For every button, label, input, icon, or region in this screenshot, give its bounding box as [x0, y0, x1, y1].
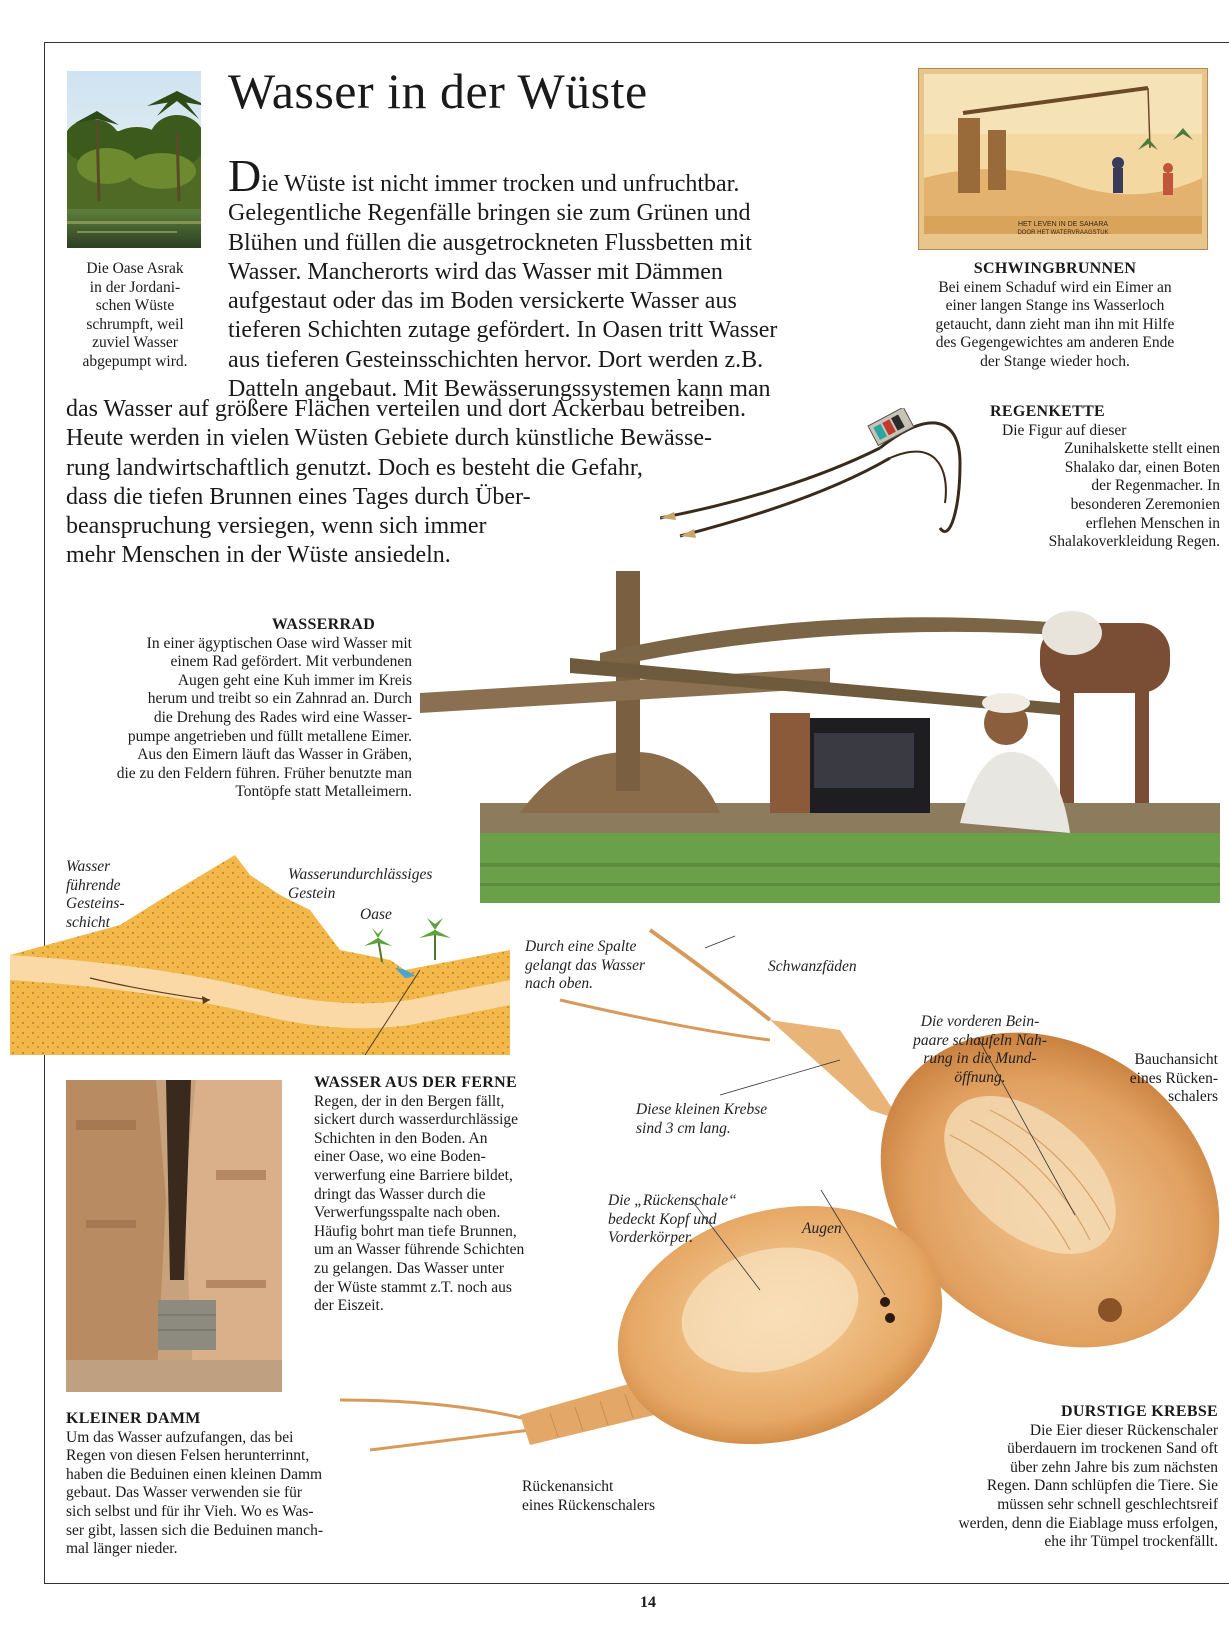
- wasserrad-heading: WASSERRAD: [271, 616, 376, 633]
- label-oasis: Oase: [360, 906, 392, 923]
- oasis-caption: Die Oase Asrak in der Jordani- schen Wüste schrumpft, weil zuviel Wasser abgepumpt wird.: [82, 260, 188, 370]
- canyon-dam-photo: [66, 1080, 282, 1392]
- label-impermeable-rock: Wasserundurchlässiges Gestein: [288, 866, 433, 902]
- label-water-layer: Wasser führende Gesteins- schicht: [66, 858, 125, 931]
- wasser-aus-der-ferne-text: WASSER AUS DER FERNE Regen, der in den Bergen fällt, sickert durch wasserdurchlässige Schichten in den Boden. An einer Oase, wo eine Boden- verwerfung eine Barriere bildet, dringt das Wasser durch die Verwerfungsspalte nach oben. Häufig bohrt man tiefe Brunnen, um an Wasser führende Schichten zu gelangen. Das Wasser unter der Wüste stammt z.T. noch aus der Eiszeit.: [314, 1074, 594, 1316]
- wasser-aus-der-ferne-heading: WASSER AUS DER FERNE: [314, 1074, 517, 1091]
- page-number: 14: [640, 1594, 656, 1611]
- card-title: HET LEVEN IN DE SAHARA: [1017, 221, 1109, 228]
- page-title: Wasser in der Wüste: [228, 63, 648, 119]
- waterwheel-photo: [420, 563, 1220, 903]
- label-bauchansicht: Bauchansicht eines Rücken- schalers: [1129, 1051, 1218, 1106]
- wasserrad-text: WASSERRAD In einer ägyptischen Oase wird Wasser mit einem Rad gefördert. Mit verbundenen Augen geht eine Kuh immer im Kreis herum und treibt so ein Zahnrad an. Durch die Drehung des Rades wird eine Wasser- pumpe angetrieben und füllt metallene Eimer. Aus den Eimern läuft das Wasser in Gräben, die zu den Feldern führen. Früher benutzte man Tontöpfe statt Metalleimern.: [60, 616, 412, 802]
- label-schwanzfaeden: Schwanzfäden: [768, 958, 857, 975]
- schwingbrunnen-heading: SCHWINGBRUNNEN: [973, 260, 1137, 277]
- label-kleine-krebse: Diese kleinen Krebse sind 3 cm lang.: [636, 1101, 768, 1137]
- durstige-krebse-text: DURSTIGE KREBSE Die Eier dieser Rückenschaler überdauern im trockenen Sand oft über zehn Jahre bis zum nächsten Regen. Dann schlüpfen die Tiere. Sie müssen sehr schnell geschlechtsreif werden, denn die Eiablage muss erfolgen, ehe ihr Tümpel trockenfällt.: [895, 1403, 1218, 1552]
- regenkette-heading: REGENKETTE: [990, 403, 1106, 420]
- zuni-necklace-illustration: [660, 408, 990, 548]
- kleiner-damm-heading: KLEINER DAMM: [66, 1410, 201, 1427]
- kleiner-damm-text: KLEINER DAMM Um das Wasser aufzufangen, das bei Regen von diesen Felsen herunterrinnt, haben die Beduinen einen kleinen Damm gebaut. Das Wasser verwenden sie für sich selbst und für ihr Vieh. Wo es Was- ser gibt, lassen sich die Beduinen manch- mal länger nieder.: [66, 1410, 386, 1559]
- drop-cap: D: [228, 150, 262, 201]
- label-vordere-beinpaare: Die vorderen Bein- paare schaufeln Nah- rung in die Mund- öffnung.: [913, 1013, 1047, 1086]
- card-subtitle: DOOR HET WATERVRAAGSTUK: [1017, 230, 1109, 236]
- schaduf-card-illustration: [918, 68, 1208, 250]
- label-rueckenschale: Die „Rückenschale“ bedeckt Kopf und Vorderkörper.: [608, 1192, 737, 1247]
- regenkette-text: REGENKETTE Die Figur auf dieser Zunihalskette stellt einen Shalako dar, einen Boten der Regenmacher. In besonderen Zeremonien erflehen Menschen in Shalakoverkleidung Regen.: [990, 403, 1220, 551]
- schwingbrunnen-text: SCHWINGBRUNNEN Bei einem Schaduf wird ein Eimer an einer langen Stange ins Wasserloch getaucht, dann zieht man ihn mit Hilfe des Gegengewichtes am anderen Ende der Stange wieder hoch.: [905, 260, 1205, 372]
- intro-text-continued: das Wasser auf größere Flächen verteilen und dort Ackerbau betreiben. Heute werden in vielen Wüsten Gebiete durch künstliche Bewässe- rung landwirtschaftlich genutzt. Doch es besteht die Gefahr, dass die tiefen Brunnen eines Tages durch Über- beanspruchung versiegen, wenn sich immer mehr Menschen in der Wüste ansiedeln.: [66, 396, 747, 569]
- oasis-photo: [67, 71, 201, 248]
- label-augen: Augen: [802, 1220, 842, 1237]
- durstige-krebse-heading: DURSTIGE KREBSE: [1061, 1403, 1218, 1420]
- label-crack: Durch eine Spalte gelangt das Wasser nach oben.: [525, 938, 645, 993]
- label-rueckenansicht: Rückenansicht eines Rückenschalers: [522, 1478, 655, 1514]
- intro-text: Die Wüste ist nicht immer trocken und unfruchtbar. Gelegentliche Regenfälle bringen sie zum Grünen und Blühen und füllen die ausgetrockneten Flussbetten mit Wasser. Mancherorts wird das Wasser mit Dämmen aufgestaut oder das im Boden versickerte Wasser aus tieferen Schichten zutage gefördert. In Oasen tritt Wasser aus tieferen Gesteinsschichten hervor. Dort werden z.B. Datteln angebaut. Mit Bewässerungssystemen kann man: [228, 150, 778, 403]
